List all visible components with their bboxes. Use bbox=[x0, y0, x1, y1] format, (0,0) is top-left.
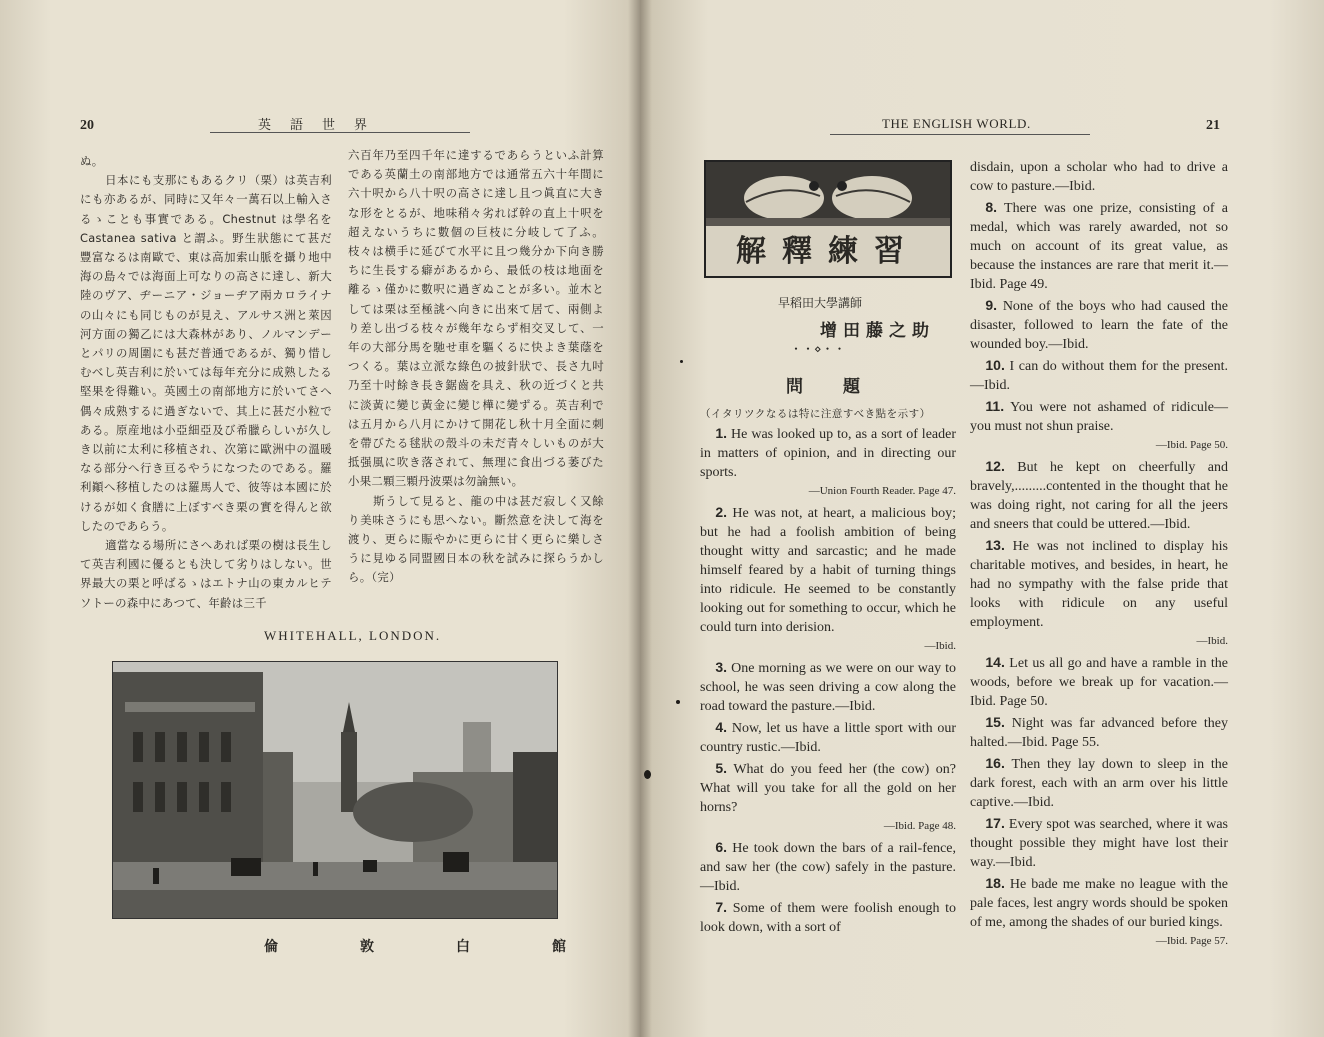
photo-caption-english: WHITEHALL, LONDON. bbox=[264, 628, 442, 643]
header-rule-left bbox=[210, 132, 470, 133]
question-item: 4. Now, let us have a little sport with our country rustic.—Ibid. bbox=[700, 719, 957, 755]
question-item: 11. You were not ashamed of ridicule—you must not shun praise. —Ibid. Page 50. bbox=[970, 398, 1229, 451]
question-item: 9. None of the boys who had caused the disaster, followed to learn the fate of the wounded boy.—Ibid. bbox=[970, 297, 1228, 352]
question-item: 7. Some of them were foolish enough to look down, with a sort of bbox=[700, 899, 957, 935]
paragraph: 適當なる場所にさへあれば栗の樹は長生して英吉利國に優るとも決して劣りはしない。世界最大の栗と呼ばるゝはエトナ山の東カルヒテソトーの森中にあつて、年齡は三千 bbox=[80, 538, 332, 610]
running-header-left: 英 語 世 界 bbox=[258, 118, 371, 133]
photo-illustration bbox=[113, 662, 557, 918]
question-item: 18. He bade me make no league with the pale faces, lest angry words should be spoken of me, among the shades of our buried kings. —Ibid. Page 57. bbox=[970, 875, 1229, 947]
question-item: 2. He was not, at heart, a malicious boy; but he had a foolish ambition of being thought witty and sarcastic; and he made himself feared by a habit of turning things into ridicule. He seemed to be constantly looking out for something to occur, which he could turn into derision. —Ibid. bbox=[700, 504, 957, 652]
article-column-1 bbox=[80, 152, 332, 610]
question-item-continued: disdain, upon a scholar who had to drive a cow to pasture.—Ibid. bbox=[970, 160, 1228, 194]
left-page bbox=[0, 0, 640, 1037]
question-item: 17. Every spot was searched, where it was thought possible they might have lost their way.—Ibid. bbox=[970, 815, 1228, 870]
question-item: 1. He was looked up to, as a sort of leader in matters of opinion, and in directing our sports. —Union Fourth Reader. Page 47. bbox=[700, 425, 957, 497]
question-item: 3. One morning as we were on our way to school, he was seen driving a cow along the road toward the pasture.—Ibid. bbox=[700, 659, 957, 714]
page-number-right: 21 bbox=[1206, 118, 1220, 133]
question-item: 16. Then they lay down to sleep in the dark forest, each with an arm over his little captive.—Ibid. bbox=[970, 755, 1229, 810]
question-item: 13. He was not inclined to display his charitable motives, and besides, in heart, he had no sympathy with the false pride that looks with ridicule on any useful employment. —Ibid. bbox=[970, 537, 1228, 647]
questions-column-2 bbox=[970, 158, 1228, 958]
question-item: 15. Night was far advanced before they halted.—Ibid. Page 55. bbox=[970, 714, 1228, 750]
author-name: 增田藤之助 bbox=[820, 321, 935, 341]
author-affiliation: 早稻田大學講師 bbox=[777, 296, 862, 310]
paragraph: 六百年乃至四千年に達するであらうといふ計算である英蘭土の南部地方では通常五六十年間に六十呎から八十呎の高さに達し且つ眞直に大きな形をとるが、地味稍々劣れば幹の直上十呎を超えないうちに數個の巨枝に分岐して了ふ。枝々は横手に延びて水平に且つ幾分か下向き勝ちに生長する癖があるから、最低の枝は地面を離るゝ僅かに數呎に過ぎぬことが多い。並木としては栗は至極誂へ向きに出來て居て、兩側より差し出づる枝々が幾年ならず相交叉して、一年の大部分馬を馳せ車を驅くるに快よき葉蔭をつくる。葉は立派な綠色の披針狀で、長さ九吋乃至十吋餘き長き鋸齒を具え、秋の近づくと共に淡黃に變じ黃金に變じ樺に變ずる。英吉利では五月から八月にかけて開花し秋十月全面に刺を帶びたる毬狀の殼斗の未だ青々しいものが大抵强風に吹き落されて、無理に食出づる萎びた小果二顆三顆丹波栗は勿論無い。 bbox=[348, 148, 604, 489]
book-gutter bbox=[628, 0, 652, 1037]
question-item: 8. There was one prize, consisting of a medal, which was rarely awarded, not so much on account of its great value, as because the instances are rare that merit it.—Ibid. Page 49. bbox=[970, 199, 1228, 292]
question-item: 6. He took down the bars of a rail-fence, and saw her (the cow) safely in the pasture.—Ibid. bbox=[700, 839, 957, 894]
running-header-right: THE ENGLISH WORLD. bbox=[882, 116, 1031, 131]
question-item: 10. I can do without them for the present.—Ibid. bbox=[970, 357, 1229, 393]
question-item: 14. Let us all go and have a ramble in the woods, before we break up for vacation.—Ibid. Page 50. bbox=[970, 654, 1228, 709]
section-note: （イタリツクなるは特に注意すべき點を示す） bbox=[700, 408, 931, 420]
ornament-divider: ・・⋄・・ bbox=[790, 342, 846, 356]
banner-title: 解釋練習 bbox=[736, 234, 920, 269]
page-number-left: 20 bbox=[80, 118, 94, 133]
paragraph: ぬ。 bbox=[80, 154, 104, 168]
whitehall-photograph bbox=[112, 661, 558, 919]
header-rule-right bbox=[830, 134, 1090, 135]
paragraph: 斯うして見ると、龍の中は甚だ寂しく又餘り美味さうにも思へない。斷然意を決して海を渡り、更らに賑やかに更らに甘く更らに樂しさうに見ゆる同盟國日本の秋を試みに探らうかしら。（完） bbox=[348, 493, 604, 585]
ink-speck bbox=[676, 700, 680, 704]
section-banner bbox=[704, 160, 952, 278]
question-item: 12. But he kept on cheerfully and bravely,.........contented in the thought that he was doing right, not caring for all the jeers and sneers that could be uttered.—Ibid. bbox=[970, 458, 1228, 532]
ink-speck bbox=[680, 360, 683, 363]
binding-hole bbox=[644, 770, 651, 779]
article-column-2 bbox=[348, 146, 604, 586]
section-title: 問題 bbox=[786, 377, 900, 397]
bird-illustration bbox=[706, 162, 950, 226]
paragraph: 日本にも支那にもあるクリ（栗）は英吉利にも亦あるが、同時に又年々一萬石以上輸入さるゝことも事實である。Chestnut は學名を Castanea sativa と謂ふ。野生狀態にて甚だ豐富なるは南歐で、東は高加索山脈を攝り地中海の島々では海面上可なりの高さに達し、新大陸のヴア、ヂーニア・ジョーヂア兩カロライナの山々にも同じものが見え、アルサス洲と萊因河方面の獨乙には大森林があり、ノルマンデーとパリの周圍にも甚だ普通であるが、獨り惜しむべし英吉利に於いては每年充分に成熟したる堅果を得難い。英國土の南部地方に於いてさへ偶々成熟するに過ぎないで、其上に甚だ小粒である。原産地は小亞細亞及び希臘らしいが久しき以前に太利に移植され、次第に歐洲中の溫暖なる部分へ行き亘るやうになつたのである。羅利顚へ移植したのは羅馬人で、彼等は本國に於けるが如く食膳に上ぼすべき栗の實を得んと欲したのであらう。 bbox=[80, 173, 332, 533]
photo-caption-japanese: 倫 敦 白 館 bbox=[264, 939, 600, 955]
questions-column-1 bbox=[700, 424, 956, 954]
question-item: 5. What do you feed her (the cow) on? What will you take for all the gold on her horns? —Ibid. Page 48. bbox=[700, 760, 957, 832]
